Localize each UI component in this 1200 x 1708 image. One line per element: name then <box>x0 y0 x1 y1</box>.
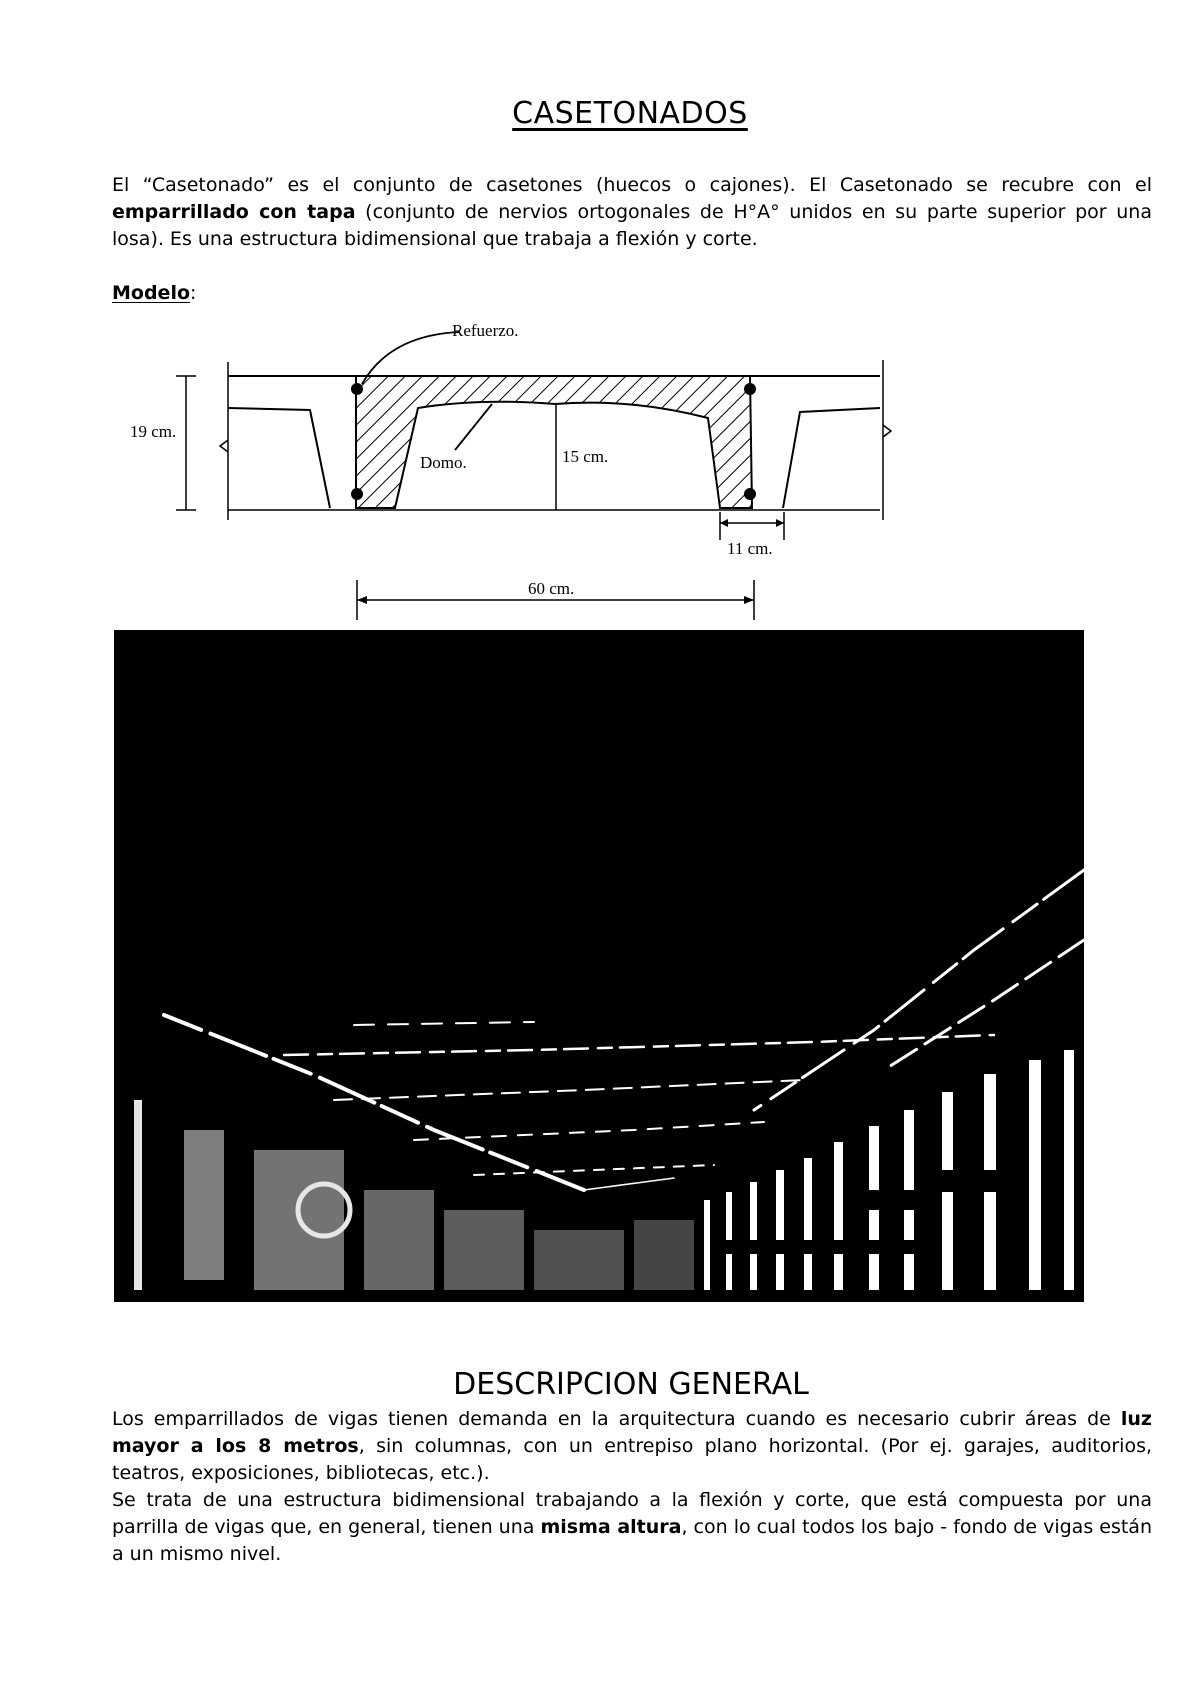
domo-label: Domo. <box>420 453 467 472</box>
rebar-dot <box>351 383 363 395</box>
dimension-60-label: 60 cm. <box>528 579 575 598</box>
desc2-bold: misma altura <box>540 1516 682 1538</box>
desc1-text-b: , sin columnas, con un entrepiso plano horizontal. (Por ej. garajes, auditorios, teatros, exposiciones, bibliotecas, etc.). <box>112 1435 1153 1484</box>
right-break-mark <box>883 425 891 437</box>
description-paragraph-2 <box>112 1487 1152 1568</box>
domo-outline-left <box>228 408 330 508</box>
rebar-dot <box>744 383 756 395</box>
left-break-mark <box>220 440 228 452</box>
dimension-15-label: 15 cm. <box>562 447 609 466</box>
intro-paragraph <box>112 172 1152 253</box>
intro-text-1: El “Casetonado” es el conjunto de casetones (huecos o cajones). El Casetonado se recubre con el <box>112 174 1152 196</box>
modelo-label <box>112 282 196 304</box>
desc1-bold: luz mayor a los 8 metros <box>112 1408 1152 1457</box>
rebar-dot <box>351 488 363 500</box>
waffle-ceiling-photo <box>114 630 1084 1302</box>
rebar-dot <box>744 488 756 500</box>
intro-bold: emparrillado con tapa <box>112 201 356 223</box>
section-heading-descripcion: DESCRIPCION GENERAL <box>453 1367 809 1402</box>
concrete-rib-section <box>356 376 752 508</box>
desc2-text-b: , con lo cual todos los bajo - fondo de vigas están a un mismo nivel. <box>112 1516 1152 1565</box>
domo-outline-right <box>783 408 880 508</box>
refuerzo-label: Refuerzo. <box>452 321 519 340</box>
dimension-19-label: 19 cm. <box>130 422 177 441</box>
page-title: CASETONADOS <box>512 96 748 131</box>
modelo-colon: : <box>190 282 197 304</box>
description-paragraph-1 <box>112 1406 1152 1487</box>
modelo-word: Modelo <box>112 282 191 304</box>
waffle-slab-section-diagram <box>0 315 1200 645</box>
dimension-11-label: 11 cm. <box>727 539 773 558</box>
domo-leader <box>455 404 492 450</box>
desc2-text-a: Se trata de una estructura bidimensional trabajando a la flexión y corte, que está compuesta por una parrilla de vigas que, en general, tienen una <box>112 1489 1152 1538</box>
desc1-text-a: Los emparrillados de vigas tienen demanda en la arquitectura cuando es necesario cubrir áreas de <box>112 1408 1121 1430</box>
intro-text-2: (conjunto de nervios ortogonales de H°A° unidos en su parte superior por una losa). Es una estructura bidimensional que trabaja a flexión y corte. <box>112 201 1152 250</box>
